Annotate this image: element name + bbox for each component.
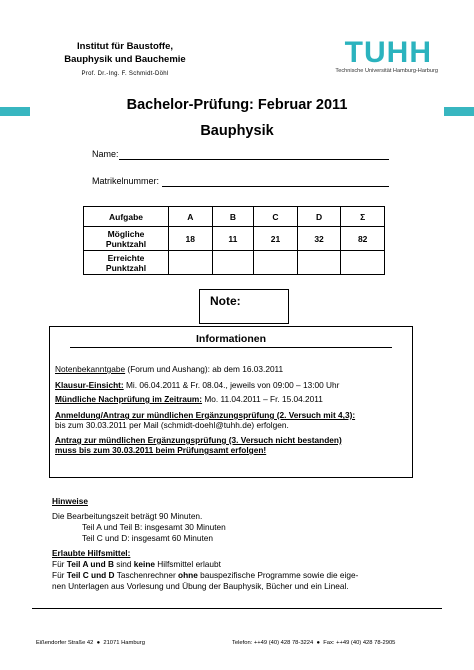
hints-line2: Teil A und Teil B: insgesamt 30 Minuten [82,522,226,532]
table-row [84,207,385,227]
matrikel-field[interactable] [92,176,159,186]
grade-box[interactable] [199,289,289,324]
information-title: Informationen [196,333,266,345]
exam-subject: Bauphysik [200,123,274,139]
matrikel-label: Matrikelnummer: [92,176,160,186]
info-registration-heading [55,410,355,420]
possible-label-line1: Mögliche [107,228,145,239]
hints-line3: Teil C und D: insgesamt 60 Minuten [82,533,213,543]
professor-name: Prof. Dr.-Ing. F. Schmidt-Döhl [81,71,169,77]
info-application-line1: Antrag zur mündlichen Ergänzungsprüfung (3. Versuch nicht bestanden) [55,435,342,445]
information-box [49,326,413,478]
footer-street: Eißendorfer Straße 42 [36,640,94,646]
achieved-a[interactable] [169,251,213,275]
aids-line1 [52,559,221,570]
aufgabe-header: Aufgabe [84,207,169,227]
info-grade-announcement-label: Notenbekanntgabe [55,364,126,374]
aids-line2-part4: ohne [178,570,198,580]
info-registration-label: Anmeldung/Antrag zur mündlichen Ergänzungsprüfung (2. Versuch mit 4,3): [55,410,356,420]
achieved-points-header [84,251,169,275]
aids-title: Erlaubte Hilfsmittel: [52,548,131,558]
matrikel-line[interactable] [162,186,389,187]
aids-line1-part2: Teil A und B [66,559,114,569]
aids-line2-part5: bauspezifische Programme sowie die eige- [197,570,359,580]
possible-c: 21 [254,227,298,251]
column-d: D [297,207,341,227]
footer-rule [32,608,442,609]
achieved-d[interactable] [297,251,341,275]
info-grade-announcement [55,364,283,374]
possible-label-line2: Punktzahl [105,238,147,249]
footer-city: 21071 Hamburg [103,640,145,646]
footer-bullet: ● [314,640,322,646]
column-c: C [254,207,298,227]
possible-points-header [84,227,169,251]
achieved-label-line2: Punktzahl [105,262,147,273]
aids-line2-part2: Teil C und D [66,570,115,580]
info-oral-exam-label: Mündliche Nachprüfung im Zeitraum: [55,394,203,404]
info-oral-exam [55,394,323,404]
name-label: Name: [92,149,119,159]
table-row [84,227,385,251]
possible-a: 18 [169,227,213,251]
institute-header [40,40,210,81]
grade-label: Note: [210,294,241,308]
footer-bullet: ● [94,640,102,646]
aids-line2-part1: Für [52,570,67,580]
column-sum: Σ [341,207,385,227]
possible-sum: 82 [341,227,385,251]
aids-line1-part1: Für [52,559,67,569]
points-table [83,206,385,275]
name-field[interactable] [92,149,119,159]
possible-d: 32 [297,227,341,251]
information-title-rule [70,347,392,348]
tuhh-logo [318,38,438,74]
info-registration-text: bis zum 30.03.2011 per Mail (schmidt-doehl@tuhh.de) erfolgen. [55,420,289,430]
info-exam-review-text: Mi. 06.04.2011 & Fr. 08.04., jeweils von 09:00 – 13:00 Uhr [123,380,340,390]
footer-phone: Telefon: ++49 (40) 428 78-3224 [232,640,314,646]
column-a: A [169,207,213,227]
achieved-sum[interactable] [341,251,385,275]
achieved-c[interactable] [254,251,298,275]
info-grade-announcement-text: (Forum und Aushang): ab dem 16.03.2011 [125,364,284,374]
achieved-label-line1: Erreichte [107,252,145,263]
footer-contact [232,640,395,646]
logo-wordmark: TUHH [344,36,432,69]
info-application-line2: muss bis zum 30.03.2011 beim Prüfungsamt erfolgen! [55,445,267,455]
institute-name-line1: Institut für Baustoffe, [76,41,174,52]
info-exam-review [55,380,339,390]
info-exam-review-label: Klausur-Einsicht: [55,380,124,390]
name-line[interactable] [119,159,389,160]
achieved-b[interactable] [212,251,254,275]
aids-line2 [52,570,358,581]
institute-name-line2: Bauphysik und Bauchemie [64,54,186,65]
aids-line3: nen Unterlagen aus Vorlesung und Übung der Bauphysik, Bücher und ein Lineal. [52,581,349,591]
logo-subtitle: Technische Universität Hamburg-Harburg [335,68,438,74]
aids-line1-part3: sind [113,559,134,569]
hints-line1: Die Bearbeitungszeit beträgt 90 Minuten. [52,511,203,521]
possible-b: 11 [212,227,254,251]
column-b: B [212,207,254,227]
aids-line2-part3: Taschenrechner [114,570,179,580]
aids-line1-part4: keine [133,559,155,569]
footer-fax: Fax: ++49 (40) 428 78-2905 [323,640,396,646]
aids-line1-part5: Hilfsmittel erlaubt [155,559,221,569]
table-row [84,251,385,275]
exam-title: Bachelor-Prüfung: Februar 2011 [126,97,348,113]
footer-address [36,640,145,646]
info-oral-exam-text: Mo. 11.04.2011 – Fr. 15.04.2011 [202,394,323,404]
hints-title: Hinweise [52,496,88,506]
